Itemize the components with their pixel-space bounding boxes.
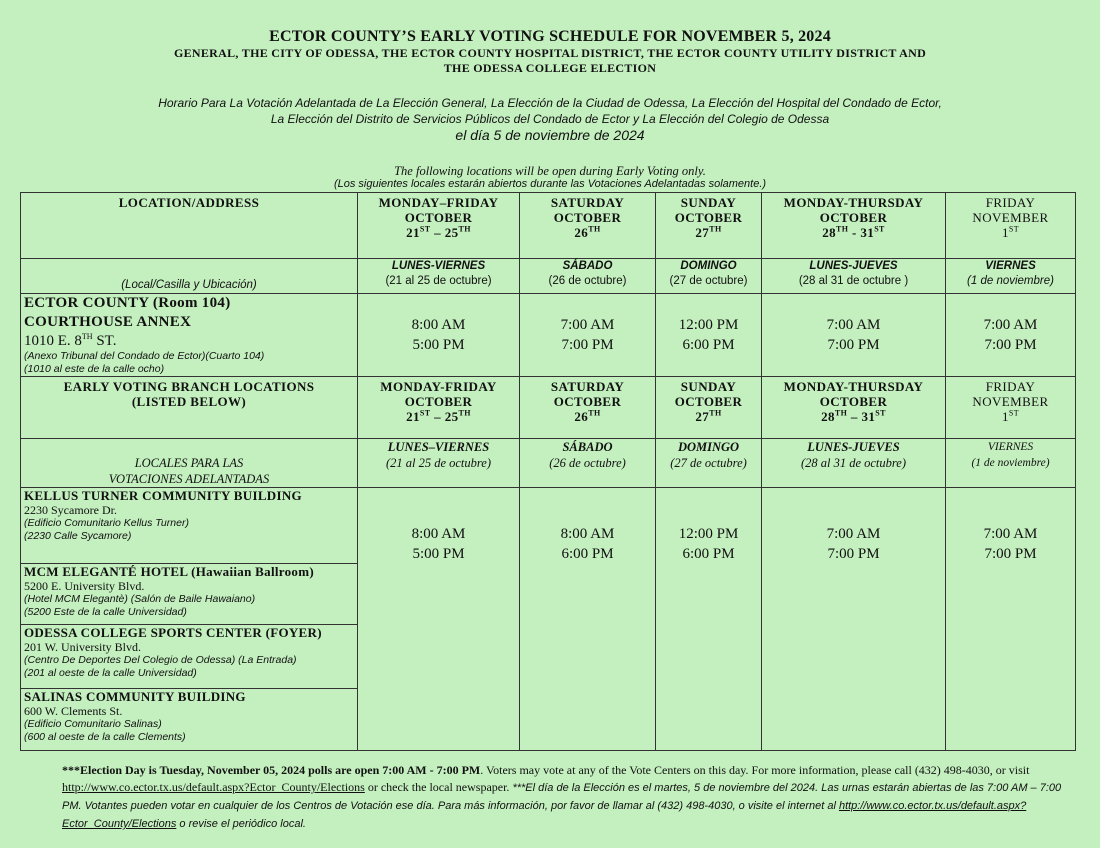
footer-text-1: . Voters may vote at any of the Vote Centers on this day. For more information, please call (432) 498-4030, or visit xyxy=(480,763,1030,777)
schedule-table xyxy=(20,192,1076,751)
page-subtitle xyxy=(0,46,1100,76)
branch-time-3: 7:00 AM 7:00 PM xyxy=(762,488,946,751)
location-header: LOCATION/ADDRESS xyxy=(21,193,358,259)
subtitle-line-1: GENERAL, THE CITY OF ODESSA, THE ECTOR COUNTY HOSPITAL DISTRICT, THE ECTOR COUNTY UTILITY DISTRICT AND xyxy=(173,46,927,60)
local-label: (Local/Casilla y Ubicación) xyxy=(21,259,358,294)
header-col-4: FRIDAY NOVEMBER 1ST xyxy=(946,193,1076,259)
header-row xyxy=(21,193,1076,259)
spanish-title-line-1: Horario Para La Votación Adelantada de La Elección General, La Elección de la Ciudad de Odessa, La Elección del Hospital del Condado de Ector, xyxy=(158,96,942,110)
header-es-col-2: DOMINGO (27 de octubre) xyxy=(656,259,762,294)
spanish-title xyxy=(0,95,1100,143)
branch-col-1: SATURDAY OCTOBER 26TH xyxy=(520,377,656,439)
branch-col-0: MONDAY-FRIDAY OCTOBER 21ST – 25TH xyxy=(358,377,520,439)
elections-link-es[interactable]: http://www.co.ector.tx.us/default.aspx?Ector_County/Elections xyxy=(62,800,1027,830)
footer-es-end: o revise el periódico local. xyxy=(176,818,306,830)
branch-location-2: ODESSA COLLEGE SPORTS CENTER (FOYER) 201 W. University Blvd. (Centro De Deportes Del Colegio de Odessa) (La Entrada) (201 al oeste de la calle Universidad) xyxy=(21,625,358,689)
subtitle-line-2: THE ODESSA COLLEGE ELECTION xyxy=(443,61,657,75)
branch-es-col-4: VIERNES (1 de noviembre) xyxy=(946,439,1076,488)
branch-time-0: 8:00 AM 5:00 PM xyxy=(358,488,520,751)
early-voting-note-es: (Los siguientes locales estarán abiertos durante las Votaciones Adelantadas solamente.) xyxy=(333,178,767,190)
early-voting-note: The following locations will be open during Early Voting only. xyxy=(394,164,706,178)
main-time-2: 12:00 PM 6:00 PM xyxy=(656,294,762,377)
main-time-0: 8:00 AM 5:00 PM xyxy=(358,294,520,377)
footer-text-2: or check the local newspaper. xyxy=(364,780,513,794)
header-col-2: SUNDAY OCTOBER 27TH xyxy=(656,193,762,259)
branch-time-1: 8:00 AM 6:00 PM xyxy=(520,488,656,751)
spanish-title-line-2: La Elección del Distrito de Servicios Públicos del Condado de Ector y La Elección del Colegio de Odessa xyxy=(270,112,830,126)
footer-es-text: ***El día de la Elección es el martes, 5 de noviembre del 2024. Las urnas estarán abiertas de las 7:00 AM – 7:00 PM. Votantes pueden votar en cualquier de los Centros de Votación ese día. Para más información, por favor de llamar al (432) 498-4030, o visite el internet al xyxy=(62,782,1062,812)
header-col-0: MONDAY–FRIDAY OCTOBER 21ST – 25TH xyxy=(358,193,520,259)
branch-location-1: MCM ELEGANTÉ HOTEL (Hawaiian Ballroom) 5200 E. University Blvd. (Hotel MCM Elegantè) (Salón de Baile Hawaiano) (5200 Este de la calle Universidad) xyxy=(21,564,358,625)
header-row-es xyxy=(21,259,1076,294)
branch-location-3: SALINAS COMMUNITY BUILDING 600 W. Clements St. (Edificio Comunitario Salinas) (600 al oeste de la calle Clements) xyxy=(21,689,358,751)
elections-link[interactable]: http://www.co.ector.tx.us/default.aspx?Ector_County/Elections xyxy=(62,780,365,794)
branch-location-0: KELLUS TURNER COMMUNITY BUILDING 2230 Sycamore Dr. (Edificio Comunitario Kellus Turner) (2230 Calle Sycamore) xyxy=(21,488,358,564)
header-es-col-0: LUNES-VIERNES (21 al 25 de octubre) xyxy=(358,259,520,294)
branch-time-2: 12:00 PM 6:00 PM xyxy=(656,488,762,751)
page-title: ECTOR COUNTY’S EARLY VOTING SCHEDULE FOR NOVEMBER 5, 2024 xyxy=(269,28,831,45)
main-location: ECTOR COUNTY (Room 104) COURTHOUSE ANNEX 1010 E. 8TH ST. (Anexo Tribunal del Condado de Ector)(Cuarto 104) (1010 al este de la calle ocho) xyxy=(21,294,358,377)
header-es-col-1: SÁBADO (26 de octubre) xyxy=(520,259,656,294)
branch-es-col-1: SÁBADO (26 de octubre) xyxy=(520,439,656,488)
branch-es-col-2: DOMINGO (27 de octubre) xyxy=(656,439,762,488)
header-es-col-4: VIERNES (1 de noviembre) xyxy=(946,259,1076,294)
branch-header-row-es xyxy=(21,439,1076,488)
election-day-notice: ***Election Day is Tuesday, November 05, 2024 polls are open 7:00 AM - 7:00 PM xyxy=(62,763,481,777)
branch-col-2: SUNDAY OCTOBER 27TH xyxy=(656,377,762,439)
branch-row xyxy=(21,488,1076,564)
header-es-col-3: LUNES-JUEVES (28 al 31 de octubre ) xyxy=(762,259,946,294)
spanish-title-line-3: el día 5 de noviembre de 2024 xyxy=(455,127,645,143)
branch-header: EARLY VOTING BRANCH LOCATIONS (LISTED BELOW) xyxy=(21,377,358,439)
branch-col-3: MONDAY-THURSDAY OCTOBER 28TH – 31ST xyxy=(762,377,946,439)
branch-col-4: FRIDAY NOVEMBER 1ST xyxy=(946,377,1076,439)
header-col-3: MONDAY-THURSDAY OCTOBER 28TH - 31ST xyxy=(762,193,946,259)
main-time-4: 7:00 AM 7:00 PM xyxy=(946,294,1076,377)
branch-es-col-0: LUNES–VIERNES (21 al 25 de octubre) xyxy=(358,439,520,488)
main-time-1: 7:00 AM 7:00 PM xyxy=(520,294,656,377)
header-col-1: SATURDAY OCTOBER 26TH xyxy=(520,193,656,259)
branch-label: LOCALES PARA LAS VOTACIONES ADELANTADAS xyxy=(21,439,358,488)
main-location-row xyxy=(21,294,1076,377)
branch-time-4: 7:00 AM 7:00 PM xyxy=(946,488,1076,751)
main-time-3: 7:00 AM 7:00 PM xyxy=(762,294,946,377)
footer-note xyxy=(62,762,1080,833)
branch-header-row xyxy=(21,377,1076,439)
branch-es-col-3: LUNES-JUEVES (28 al 31 de octubre) xyxy=(762,439,946,488)
